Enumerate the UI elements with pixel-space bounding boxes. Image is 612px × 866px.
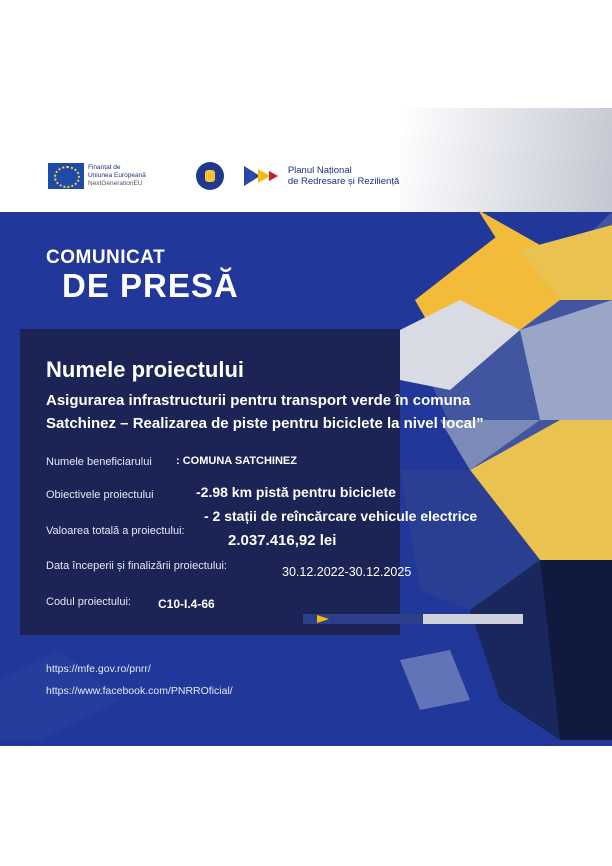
- project-name-heading: Numele proiectului: [46, 357, 245, 382]
- objective-2: - 2 stații de reîncărcare vehicule electrice: [204, 508, 478, 524]
- decorative-progress-bar: [303, 614, 523, 624]
- facebook-link[interactable]: https://www.facebook.com/PNRROficial/: [46, 685, 233, 697]
- code-value: C10-I.4-66: [158, 597, 215, 611]
- eu-text-line2: Uniunea Europeană: [88, 172, 146, 179]
- eu-text-line1: Finanțat de: [88, 164, 121, 171]
- title-line1: COMUNICAT: [46, 247, 166, 268]
- project-name-line2: Satchinez – Realizarea de piste pentru biciclete la nivel local”: [46, 415, 484, 432]
- pnrr-text-line1: Planul Național: [287, 165, 352, 176]
- mfe-link[interactable]: https://mfe.gov.ro/pnrr/: [46, 663, 151, 675]
- pnrr-text-line2: de Redresare și Reziliență: [287, 176, 400, 187]
- eu-funding-logo: [88, 164, 146, 188]
- total-value: 2.037.416,92 lei: [228, 532, 337, 549]
- dates-label: Data începerii și finalizării proiectului:: [46, 560, 227, 572]
- project-name-line1: Asigurarea infrastructurii pentru transport verde în comuna: [46, 392, 471, 409]
- pnrr-arrows-icon: [244, 166, 284, 186]
- eu-flag-icon: [48, 163, 84, 189]
- logos-row: [48, 160, 399, 192]
- objectives-label: Obiectivele proiectului: [46, 489, 154, 501]
- dates-value: 30.12.2022-30.12.2025: [282, 565, 412, 579]
- beneficiary-label: Numele beneficiarului: [46, 456, 152, 468]
- code-label: Codul proiectului:: [46, 596, 131, 608]
- objective-1: -2.98 km pistă pentru biciclete: [196, 484, 396, 500]
- pnrr-logo-text: [288, 165, 399, 187]
- beneficiary-value: : COMUNA SATCHINEZ: [176, 455, 297, 467]
- eu-text-line3: NextGenerationEU: [88, 180, 143, 187]
- title-line2: DE PRESĂ: [62, 267, 239, 304]
- government-seal-icon: [196, 162, 224, 190]
- total-value-label: Valoarea totală a proiectului:: [46, 525, 185, 537]
